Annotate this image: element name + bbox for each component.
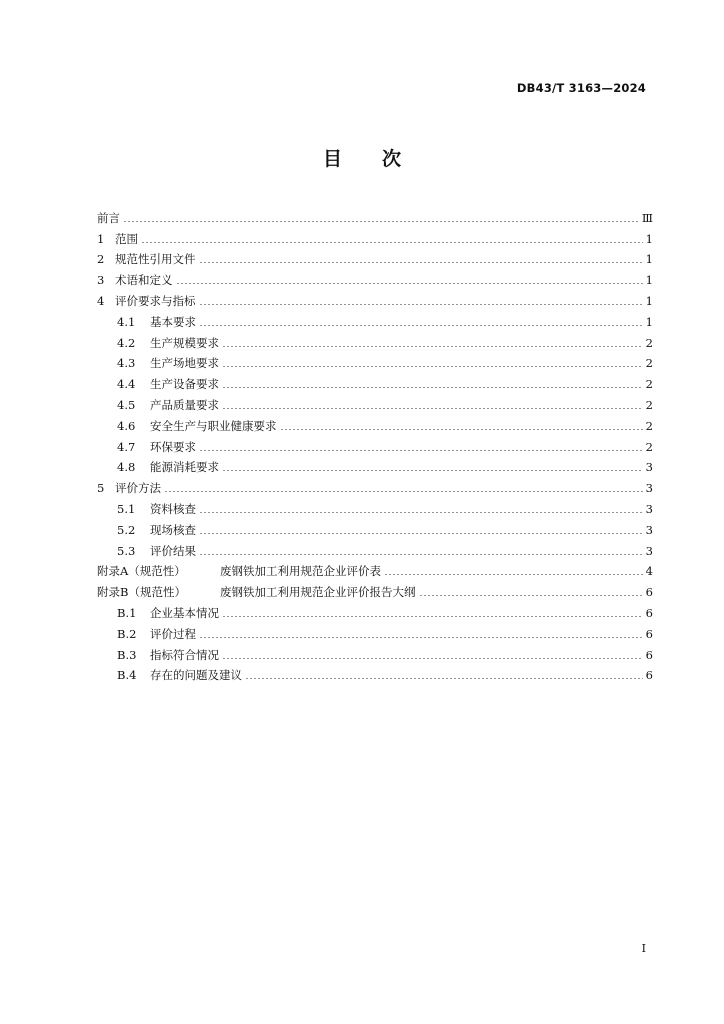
toc-entry-number: 3	[97, 273, 105, 288]
toc-leader-dots	[384, 574, 643, 575]
toc-entry-page: 6	[645, 668, 653, 683]
toc-entry[interactable]	[97, 308, 653, 329]
toc-entry-number: B.2	[117, 626, 137, 641]
toc-entry-page: 2	[645, 439, 653, 454]
toc-entry-label: 术语和定义	[115, 273, 173, 288]
toc-entry-number: 2	[97, 252, 105, 267]
toc-entry-label: 安全生产与职业健康要求	[150, 418, 277, 433]
toc-entry[interactable]	[97, 225, 653, 246]
toc-entry[interactable]	[97, 370, 653, 391]
toc-leader-dots	[199, 262, 643, 263]
toc-leader-dots	[199, 637, 643, 638]
document-code: DB43/T 3163—2024	[516, 81, 646, 95]
toc-entry-page: 3	[645, 522, 653, 537]
title-char-2: 次	[382, 148, 402, 170]
toc-entry-label: 资料核查	[150, 501, 196, 516]
toc-entry[interactable]	[97, 578, 653, 599]
toc-leader-dots	[222, 616, 643, 617]
toc-entry-label: 环保要求	[150, 439, 196, 454]
toc-entry-page: 2	[645, 397, 653, 412]
toc-leader-dots	[199, 304, 643, 305]
page-title	[0, 144, 724, 171]
toc-leader-dots	[245, 678, 643, 679]
toc-entry-label: 评价方法	[115, 481, 161, 496]
toc-leader-dots	[199, 554, 643, 555]
toc-entry-label: 范围	[115, 231, 138, 246]
toc-entry[interactable]	[97, 641, 653, 662]
toc-leader-dots	[123, 221, 639, 222]
toc-entry[interactable]	[97, 516, 653, 537]
toc-entry-label: 前言	[97, 210, 120, 225]
toc-entry-page: Ⅲ	[641, 210, 653, 225]
toc-leader-dots	[141, 242, 643, 243]
toc-entry[interactable]	[97, 454, 653, 475]
toc-leader-dots	[199, 325, 643, 326]
toc-entry[interactable]	[97, 620, 653, 641]
toc-entry-page: 3	[645, 481, 653, 496]
toc-entry-page: 6	[645, 605, 653, 620]
toc-entry-number: 附录B（规范性）	[97, 585, 186, 600]
toc-entry-page: 1	[645, 293, 653, 308]
toc-entry-page: 6	[645, 626, 653, 641]
toc-entry-label: 生产场地要求	[150, 356, 219, 371]
toc-entry-label: 生产规模要求	[150, 335, 219, 350]
toc-entry-page: 3	[645, 543, 653, 558]
toc-entry[interactable]	[97, 433, 653, 454]
toc-entry-page: 1	[645, 231, 653, 246]
toc-leader-dots	[222, 346, 643, 347]
toc-entry-page: 1	[645, 252, 653, 267]
toc-entry-page: 2	[645, 356, 653, 371]
toc-entry-number: 4	[97, 293, 105, 308]
toc-entry-page: 1	[645, 273, 653, 288]
toc-entry-number: 4.6	[117, 418, 136, 433]
toc-entry-label: 基本要求	[150, 314, 196, 329]
toc-entry-label: 评价要求与指标	[115, 293, 196, 308]
toc-entry[interactable]	[97, 412, 653, 433]
toc-leader-dots	[199, 512, 643, 513]
toc-entry[interactable]	[97, 558, 653, 579]
toc-entry-number: B.1	[117, 605, 137, 620]
toc-entry[interactable]	[97, 474, 653, 495]
toc-entry[interactable]	[97, 537, 653, 558]
toc-leader-dots	[222, 658, 643, 659]
toc-entry-number: 5.2	[117, 522, 136, 537]
toc-entry-number: 4.1	[117, 314, 136, 329]
toc-entry-page: 2	[645, 377, 653, 392]
toc-entry[interactable]	[97, 329, 653, 350]
toc-entry[interactable]	[97, 246, 653, 267]
toc-leader-dots	[222, 366, 643, 367]
toc-entry[interactable]	[97, 266, 653, 287]
toc-entry-page: 6	[645, 585, 653, 600]
toc-entry-number: 4.8	[117, 460, 136, 475]
toc-entry-page: 1	[645, 314, 653, 329]
toc-entry-number: 4.2	[117, 335, 136, 350]
toc-entry-number: B.3	[117, 647, 137, 662]
toc-entry-page: 2	[645, 335, 653, 350]
toc-entry-label: 生产设备要求	[150, 377, 219, 392]
toc-entry[interactable]	[97, 350, 653, 371]
toc-entry-label: 能源消耗要求	[150, 460, 219, 475]
toc-entry-page: 4	[645, 564, 653, 579]
toc-entry-label: 指标符合情况	[150, 647, 219, 662]
title-char-1: 目	[322, 148, 342, 170]
toc-leader-dots	[199, 533, 643, 534]
toc-leader-dots	[199, 450, 643, 451]
toc-entry-label: 评价过程	[150, 626, 196, 641]
toc-leader-dots	[176, 283, 643, 284]
toc-entry-page: 6	[645, 647, 653, 662]
toc-entry-number: 5	[97, 481, 105, 496]
toc-entry[interactable]	[97, 599, 653, 620]
toc-entry-label: 现场核查	[150, 522, 196, 537]
toc-entry-label: 评价结果	[150, 543, 196, 558]
toc-entry-label: 存在的问题及建议	[150, 668, 242, 683]
toc-entry-label: 产品质量要求	[150, 397, 219, 412]
toc-entry[interactable]	[97, 287, 653, 308]
toc-leader-dots	[164, 491, 643, 492]
toc-leader-dots	[222, 470, 643, 471]
toc-entry[interactable]	[97, 662, 653, 683]
footer-page-number: I	[641, 942, 646, 955]
toc-entry-label: 规范性引用文件	[115, 252, 196, 267]
toc-entry-label: 废钢铁加工利用规范企业评价表	[220, 564, 381, 579]
table-of-contents	[97, 204, 653, 682]
toc-entry-number: B.4	[117, 668, 137, 683]
toc-entry-label: 废钢铁加工利用规范企业评价报告大纲	[220, 585, 416, 600]
toc-entry-page: 3	[645, 460, 653, 475]
toc-entry-number: 5.3	[117, 543, 136, 558]
toc-entry-number: 4.5	[117, 397, 136, 412]
toc-leader-dots	[222, 408, 643, 409]
toc-entry-number: 4.3	[117, 356, 136, 371]
toc-entry-number: 附录A（规范性）	[97, 564, 186, 579]
toc-entry-page: 2	[645, 418, 653, 433]
toc-entry-label: 企业基本情况	[150, 605, 219, 620]
toc-leader-dots	[222, 387, 643, 388]
toc-entry-number: 5.1	[117, 501, 136, 516]
toc-entry[interactable]	[97, 391, 653, 412]
toc-leader-dots	[280, 429, 643, 430]
toc-entry[interactable]	[97, 204, 653, 225]
toc-entry-number: 4.7	[117, 439, 136, 454]
toc-entry[interactable]	[97, 495, 653, 516]
toc-entry-number: 1	[97, 231, 105, 246]
toc-entry-number: 4.4	[117, 377, 136, 392]
toc-entry-page: 3	[645, 501, 653, 516]
toc-leader-dots	[419, 595, 643, 596]
